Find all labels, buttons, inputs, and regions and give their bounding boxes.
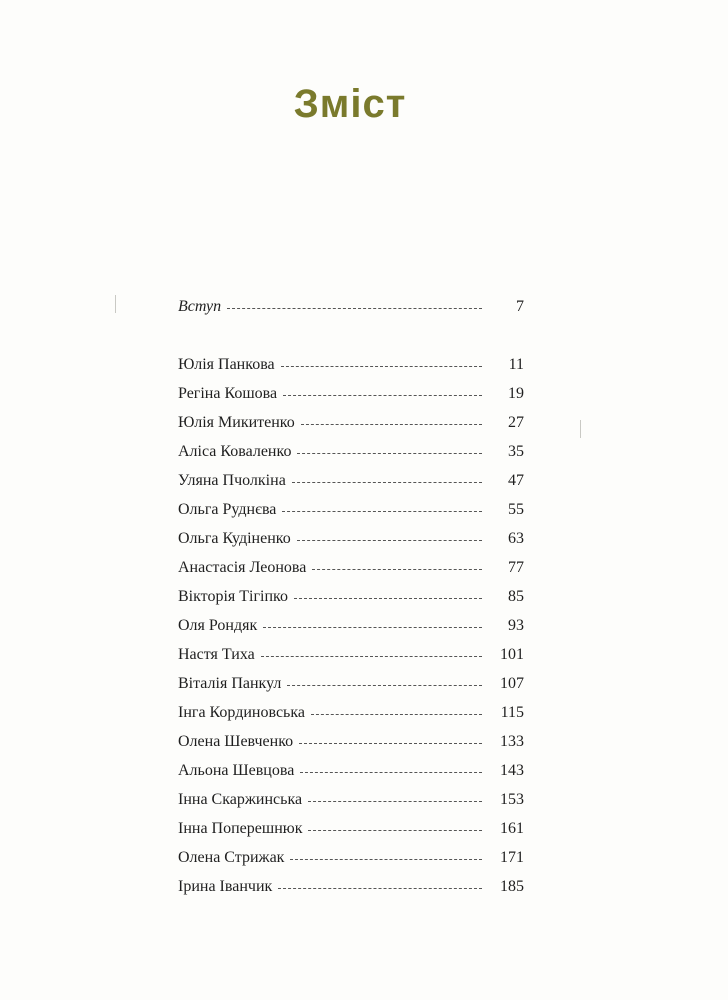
dot-leader — [263, 626, 482, 628]
toc-entry-page: 63 — [508, 530, 524, 547]
toc-entry-page: 85 — [508, 588, 524, 605]
toc-entry — [178, 643, 524, 667]
toc-entry-name: Олена Стрижак — [178, 849, 285, 866]
toc-entry-page: 143 — [500, 762, 524, 779]
toc-entry — [178, 411, 524, 435]
toc-entry-page: 77 — [508, 559, 524, 576]
dot-leader — [283, 394, 482, 396]
page-title: Зміст — [293, 82, 407, 126]
toc-intro-label: Вступ — [178, 298, 222, 315]
dot-leader — [227, 307, 482, 309]
toc-entry-name: Інга Кординовська — [178, 704, 305, 721]
toc-entry — [178, 846, 524, 870]
dot-leader — [278, 887, 482, 889]
toc-entry-name: Настя Тиха — [178, 646, 255, 663]
toc-entry — [178, 382, 524, 406]
dot-leader — [312, 568, 482, 570]
toc-entry-page: 161 — [500, 820, 524, 837]
toc-entry-page: 27 — [508, 414, 524, 431]
toc-entry-name: Анастасія Леонова — [178, 559, 307, 576]
toc-entry-page: 171 — [500, 849, 524, 866]
dot-leader — [294, 597, 482, 599]
dot-leader — [261, 655, 482, 657]
toc-entry — [178, 875, 524, 899]
toc-entry-name: Вікторія Тігіпко — [178, 588, 289, 605]
toc-entry-page: 93 — [508, 617, 524, 634]
toc-entry-page: 107 — [500, 675, 524, 692]
toc-entry — [178, 469, 524, 493]
toc-entry-name: Ольга Кудіненко — [178, 530, 291, 547]
toc-entry-page: 11 — [508, 356, 524, 373]
dot-leader — [281, 365, 482, 367]
toc-entry — [178, 556, 524, 580]
scan-speck-left — [115, 295, 116, 313]
scan-speck-right — [580, 420, 581, 438]
toc-entry-page: 101 — [500, 646, 524, 663]
toc-entry-page: 185 — [500, 878, 524, 895]
toc-entry-page: 55 — [508, 501, 524, 518]
dot-leader — [300, 771, 482, 773]
toc-entry-name: Оля Рондяк — [178, 617, 258, 634]
toc-entry — [178, 788, 524, 812]
toc-entry — [178, 701, 524, 725]
toc-entry-name: Регіна Кошова — [178, 385, 278, 402]
dot-leader — [297, 452, 482, 454]
toc-entry — [178, 527, 524, 551]
dot-leader — [292, 481, 482, 483]
toc-entry-name: Віталія Панкул — [178, 675, 282, 692]
dot-leader — [299, 742, 482, 744]
toc-entry-page: 19 — [508, 385, 524, 402]
toc-entry — [178, 759, 524, 783]
toc-entry — [178, 585, 524, 609]
dot-leader — [308, 829, 482, 831]
toc-intro-page: 7 — [516, 298, 524, 315]
toc-entry-name: Аліса Коваленко — [178, 443, 292, 460]
toc-entry-name: Альона Шевцова — [178, 762, 295, 779]
toc-entry-name: Ірина Іванчик — [178, 878, 273, 895]
dot-leader — [287, 684, 482, 686]
toc-entry-name: Інна Скаржинська — [178, 791, 303, 808]
dot-leader — [311, 713, 482, 715]
toc-entry-page: 47 — [508, 472, 524, 489]
toc-entry — [178, 614, 524, 638]
toc-entry — [178, 498, 524, 522]
toc-entry-name: Ольга Руднєва — [178, 501, 277, 518]
toc-entry-page: 35 — [508, 443, 524, 460]
toc-entry-name: Юлія Микитенко — [178, 414, 295, 431]
dot-leader — [301, 423, 482, 425]
toc-entry-page: 133 — [500, 733, 524, 750]
toc-entry-name: Інна Поперешнюк — [178, 820, 303, 837]
dot-leader — [282, 510, 482, 512]
toc-intro-row — [178, 295, 524, 319]
toc-entry-name: Уляна Пчолкіна — [178, 472, 286, 489]
toc-entry-page: 115 — [500, 704, 524, 721]
toc-entry — [178, 440, 524, 464]
toc-entry — [178, 730, 524, 754]
dot-leader — [308, 800, 482, 802]
toc-entry — [178, 353, 524, 377]
dot-leader — [290, 858, 482, 860]
dot-leader — [297, 539, 482, 541]
toc-entry-name: Юлія Панкова — [178, 356, 275, 373]
toc-entry — [178, 672, 524, 696]
toc-entry-name: Олена Шевченко — [178, 733, 294, 750]
toc-entry-page: 153 — [500, 791, 524, 808]
toc-entry — [178, 817, 524, 841]
